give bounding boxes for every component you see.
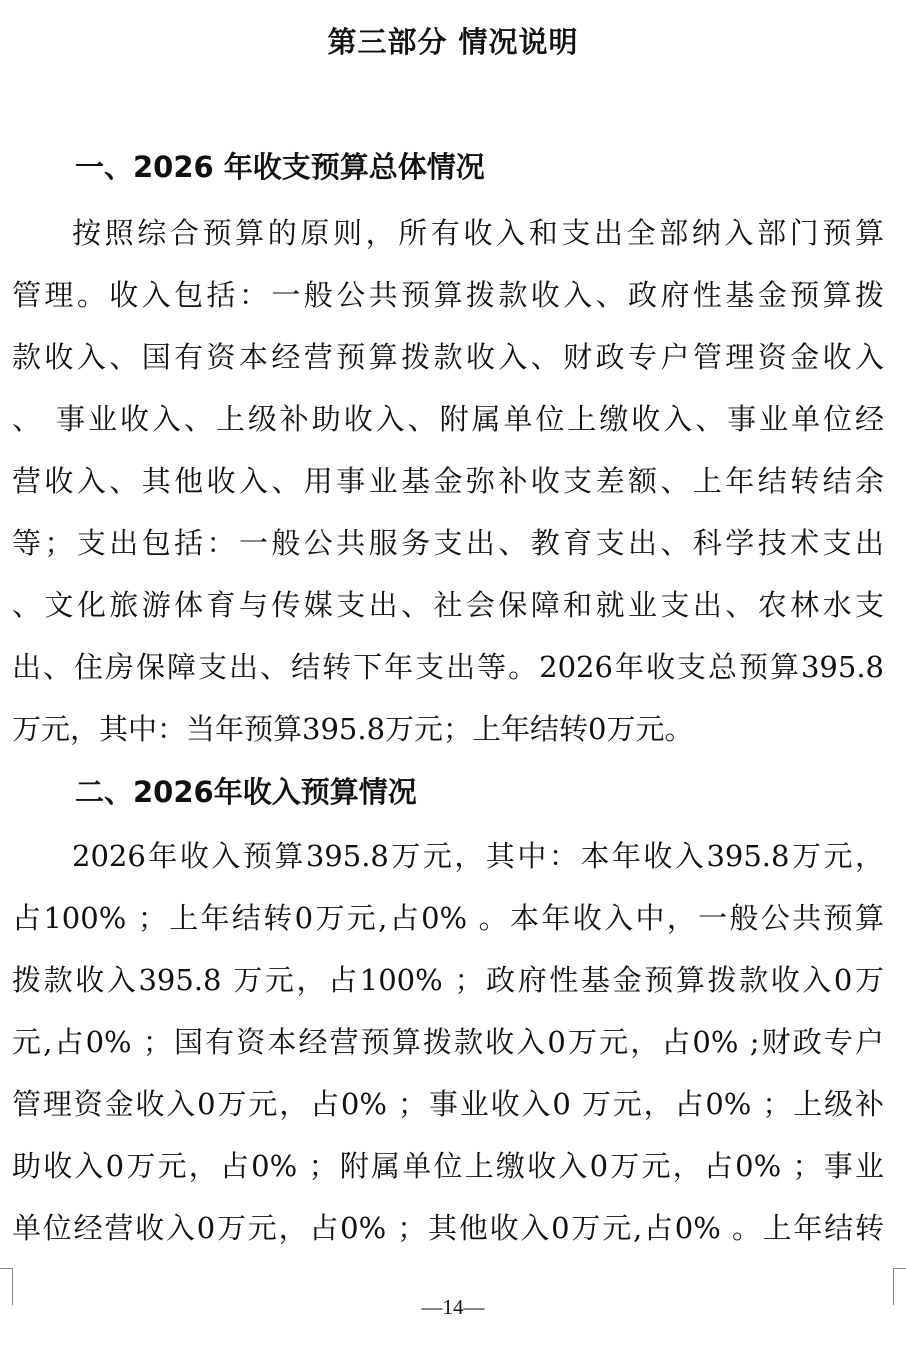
paragraph-line: 元,占0% ；国有资本经营预算拨款收入0万元，占0% ;财政专户 xyxy=(12,1025,884,1059)
paragraph-line: 占100% ；上年结转0万元,占0% 。本年收入中，一般公共预算 xyxy=(12,901,884,935)
page-number: —14— xyxy=(421,1295,485,1319)
paragraph-line: 、文化旅游体育与传媒支出、社会保障和就业支出、农林水支 xyxy=(12,588,884,622)
section-2-paragraph xyxy=(12,825,884,1259)
paragraph-line: 助收入0万元，占0% ；附属单位上缴收入0万元，占0% ；事业 xyxy=(12,1149,884,1183)
page-title: 第三部分 情况说明 xyxy=(327,25,579,59)
paragraph-line: 按照综合预算的原则，所有收入和支出全部纳入部门预算 xyxy=(72,216,884,250)
paragraph-line: 拨款收入395.8 万元，占100% ；政府性基金预算拨款收入0万 xyxy=(12,963,884,997)
paragraph-line: 单位经营收入0万元，占0% ；其他收入0万元,占0% 。上年结转 xyxy=(12,1211,884,1245)
paragraph-line: 管理资金收入0万元，占0% ；事业收入0 万元，占0% ；上级补 xyxy=(12,1087,884,1121)
paragraph-line: 、 事业收入、上级补助收入、附属单位上缴收入、事业单位经 xyxy=(12,402,884,436)
paragraph-line: 等；支出包括：一般公共服务支出、教育支出、科学技术支出 xyxy=(12,526,884,560)
paragraph-line: 2026年收入预算395.8万元，其中：本年收入395.8万元， xyxy=(72,839,884,873)
paragraph-line: 款收入、国有资本经营预算拨款收入、财政专户管理资金收入 xyxy=(12,340,884,374)
section-1-heading: 一、2026 年收支预算总体情况 xyxy=(75,150,485,184)
paragraph-line: 万元，其中：当年预算395.8万元；上年结转0万元。 xyxy=(12,712,694,746)
section-1-paragraph xyxy=(12,202,884,760)
paragraph-line: 出、住房保障支出、结转下年支出等。2026年收支总预算395.8 xyxy=(12,650,884,684)
paragraph-line: 管理。收入包括：一般公共预算拨款收入、政府性基金预算拨 xyxy=(12,278,884,312)
paragraph-line: 营收入、其他收入、用事业基金弥补收支差额、上年结转结余 xyxy=(12,464,884,498)
section-2-heading: 二、2026年收入预算情况 xyxy=(75,775,417,809)
